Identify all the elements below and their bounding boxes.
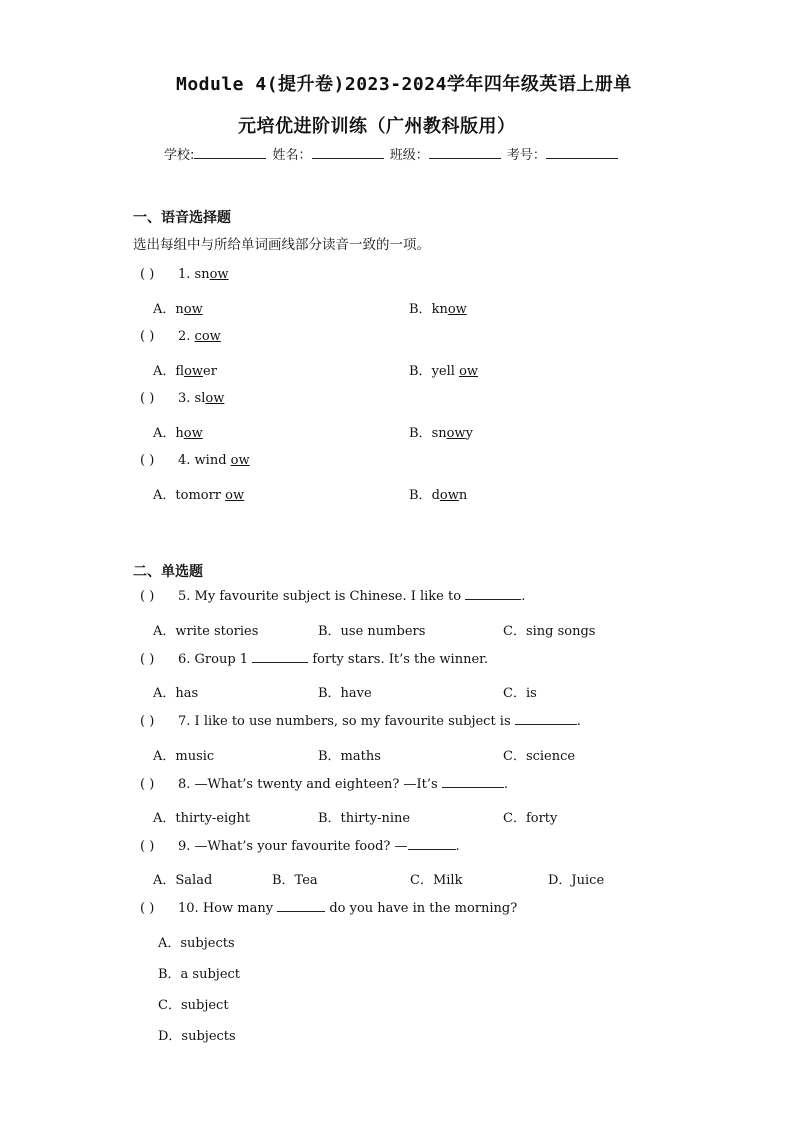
- number-blank[interactable]: [546, 146, 618, 159]
- section1-heading: 一、语音选择题: [133, 210, 231, 226]
- option-text: kn: [431, 302, 448, 317]
- question-number: 7.: [178, 714, 191, 729]
- name-blank[interactable]: [312, 146, 384, 159]
- question-4-option-b[interactable]: [409, 484, 467, 503]
- option-label: B．: [409, 426, 432, 441]
- option-label: B．: [409, 488, 432, 503]
- answer-paren[interactable]: ( ): [140, 839, 155, 854]
- option-text: fl: [175, 364, 185, 379]
- underlined-part: ow: [225, 488, 245, 503]
- underlined-part: ow: [446, 426, 466, 441]
- answer-blank[interactable]: [515, 713, 577, 725]
- answer-paren[interactable]: ( ): [140, 714, 155, 729]
- word-text: sl: [194, 391, 206, 406]
- question-8-option-a[interactable]: A．thirty-eight: [153, 811, 251, 826]
- question-text: .: [576, 714, 581, 729]
- question-3: [140, 391, 224, 406]
- option-text: yell: [431, 364, 460, 379]
- word-text: sn: [194, 267, 210, 282]
- question-7-option-a[interactable]: A．music: [153, 749, 215, 764]
- question-10-option-d[interactable]: D．subjects: [158, 1029, 236, 1044]
- question-5-option-b[interactable]: B．use numbers: [318, 624, 426, 639]
- question-1-option-b[interactable]: [409, 298, 467, 317]
- question-6-option-b[interactable]: B．have: [318, 686, 372, 701]
- answer-paren[interactable]: ( ): [140, 329, 155, 344]
- option-text: sn: [431, 426, 447, 441]
- question-1: [140, 267, 229, 282]
- question-3-option-a[interactable]: [153, 422, 203, 441]
- underlined-part: ow: [183, 302, 203, 317]
- option-text: y: [465, 426, 473, 441]
- question-7-option-c[interactable]: C．science: [503, 749, 576, 764]
- underlined-part: ow: [205, 391, 225, 406]
- question-5-option-c[interactable]: C．sing songs: [503, 624, 596, 639]
- question-1-option-a[interactable]: [153, 298, 203, 317]
- class-label: 班级：: [389, 148, 429, 163]
- question-2-option-b[interactable]: [409, 360, 478, 379]
- question-text: .: [521, 589, 526, 604]
- question-number: 3.: [178, 391, 191, 406]
- answer-blank[interactable]: [408, 838, 456, 850]
- question-10: [140, 900, 517, 916]
- option-label: A．: [153, 364, 176, 379]
- question-9: [140, 838, 460, 854]
- question-text: Group 1: [194, 652, 249, 667]
- underlined-part: ow: [447, 302, 467, 317]
- answer-paren[interactable]: ( ): [140, 777, 155, 792]
- option-text: n: [458, 488, 468, 503]
- answer-paren[interactable]: ( ): [140, 391, 155, 406]
- section1-instruction: 选出每组中与所给单词画线部分读音一致的一项。: [133, 237, 430, 253]
- question-text: do you have in the morning?: [329, 901, 518, 916]
- question-4-option-a[interactable]: [153, 484, 244, 503]
- question-text: How many: [202, 901, 274, 916]
- section2-heading: 二、单选题: [133, 564, 203, 580]
- option-label: B．: [409, 364, 432, 379]
- question-text: forty stars. It’s the winner.: [312, 652, 489, 667]
- option-label: A．: [153, 488, 176, 503]
- underlined-part: ow: [230, 453, 250, 468]
- question-10-option-c[interactable]: C．subject: [158, 998, 229, 1013]
- question-6: [140, 651, 488, 667]
- option-text: n: [175, 302, 184, 317]
- underlined-part: ow: [184, 364, 204, 379]
- option-text: tomorr: [175, 488, 226, 503]
- option-text: er: [203, 364, 217, 379]
- question-10-option-a[interactable]: A．subjects: [158, 936, 235, 951]
- number-label: 考号：: [506, 148, 546, 163]
- underlined-part: cow: [194, 329, 221, 344]
- question-number: 4.: [178, 453, 191, 468]
- question-9-option-c[interactable]: C．Milk: [410, 873, 463, 888]
- class-blank[interactable]: [429, 146, 501, 159]
- doc-title-line2: 元培优进阶训练（广州教科版用）: [238, 116, 516, 137]
- question-number: 6.: [178, 652, 191, 667]
- question-8-option-b[interactable]: B．thirty-nine: [318, 811, 411, 826]
- question-4: [140, 453, 250, 468]
- question-number: 9.: [178, 839, 191, 854]
- question-text: —What’s twenty and eighteen? —It’s: [194, 777, 438, 792]
- option-text: h: [175, 426, 184, 441]
- question-10-option-b[interactable]: B．a subject: [158, 967, 241, 982]
- question-text: —What’s your favourite food? —: [194, 839, 408, 854]
- word-text: wind: [194, 453, 231, 468]
- option-label: A．: [153, 426, 176, 441]
- question-6-option-a[interactable]: A．has: [153, 686, 199, 701]
- question-8-option-c[interactable]: C．forty: [503, 811, 558, 826]
- answer-paren[interactable]: ( ): [140, 652, 155, 667]
- answer-paren[interactable]: ( ): [140, 589, 155, 604]
- question-2-option-a[interactable]: [153, 360, 217, 379]
- question-9-option-b[interactable]: B．Tea: [272, 873, 318, 888]
- question-3-option-b[interactable]: [409, 422, 473, 441]
- option-text: d: [431, 488, 440, 503]
- underlined-part: ow: [459, 364, 479, 379]
- question-number: 10.: [178, 901, 199, 916]
- question-7: [140, 713, 581, 729]
- school-blank[interactable]: [194, 146, 266, 159]
- option-label: A．: [153, 302, 176, 317]
- question-5: [140, 588, 525, 604]
- answer-blank[interactable]: [277, 900, 325, 912]
- option-label: B．: [409, 302, 432, 317]
- question-5-option-a[interactable]: A．write stories: [153, 624, 259, 639]
- underlined-part: ow: [183, 426, 203, 441]
- student-info-line: [164, 144, 620, 163]
- question-7-option-b[interactable]: B．maths: [318, 749, 381, 764]
- school-label: 学校:: [164, 148, 195, 163]
- question-number: 1.: [178, 267, 191, 282]
- question-number: 8.: [178, 777, 191, 792]
- question-9-option-d[interactable]: D．Juice: [548, 873, 605, 888]
- question-number: 5.: [178, 589, 191, 604]
- question-text: .: [503, 777, 508, 792]
- name-label: 姓名：: [272, 148, 312, 163]
- underlined-part: ow: [209, 267, 229, 282]
- question-6-option-c[interactable]: C．is: [503, 686, 537, 701]
- answer-paren[interactable]: ( ): [140, 453, 155, 468]
- underlined-part: ow: [439, 488, 459, 503]
- answer-blank[interactable]: [252, 651, 308, 663]
- question-text: I like to use numbers, so my favourite subject is: [194, 714, 511, 729]
- question-text: My favourite subject is Chinese. I like to: [194, 589, 462, 604]
- answer-blank[interactable]: [465, 588, 521, 600]
- question-number: 2.: [178, 329, 191, 344]
- question-text: .: [455, 839, 460, 854]
- question-8: [140, 776, 508, 792]
- answer-paren[interactable]: ( ): [140, 267, 155, 282]
- answer-blank[interactable]: [442, 776, 504, 788]
- question-9-option-a[interactable]: A．Salad: [153, 873, 213, 888]
- question-2: [140, 329, 221, 344]
- answer-paren[interactable]: ( ): [140, 901, 155, 916]
- doc-title-line1: Module 4(提升卷)2023-2024学年四年级英语上册单: [176, 74, 632, 95]
